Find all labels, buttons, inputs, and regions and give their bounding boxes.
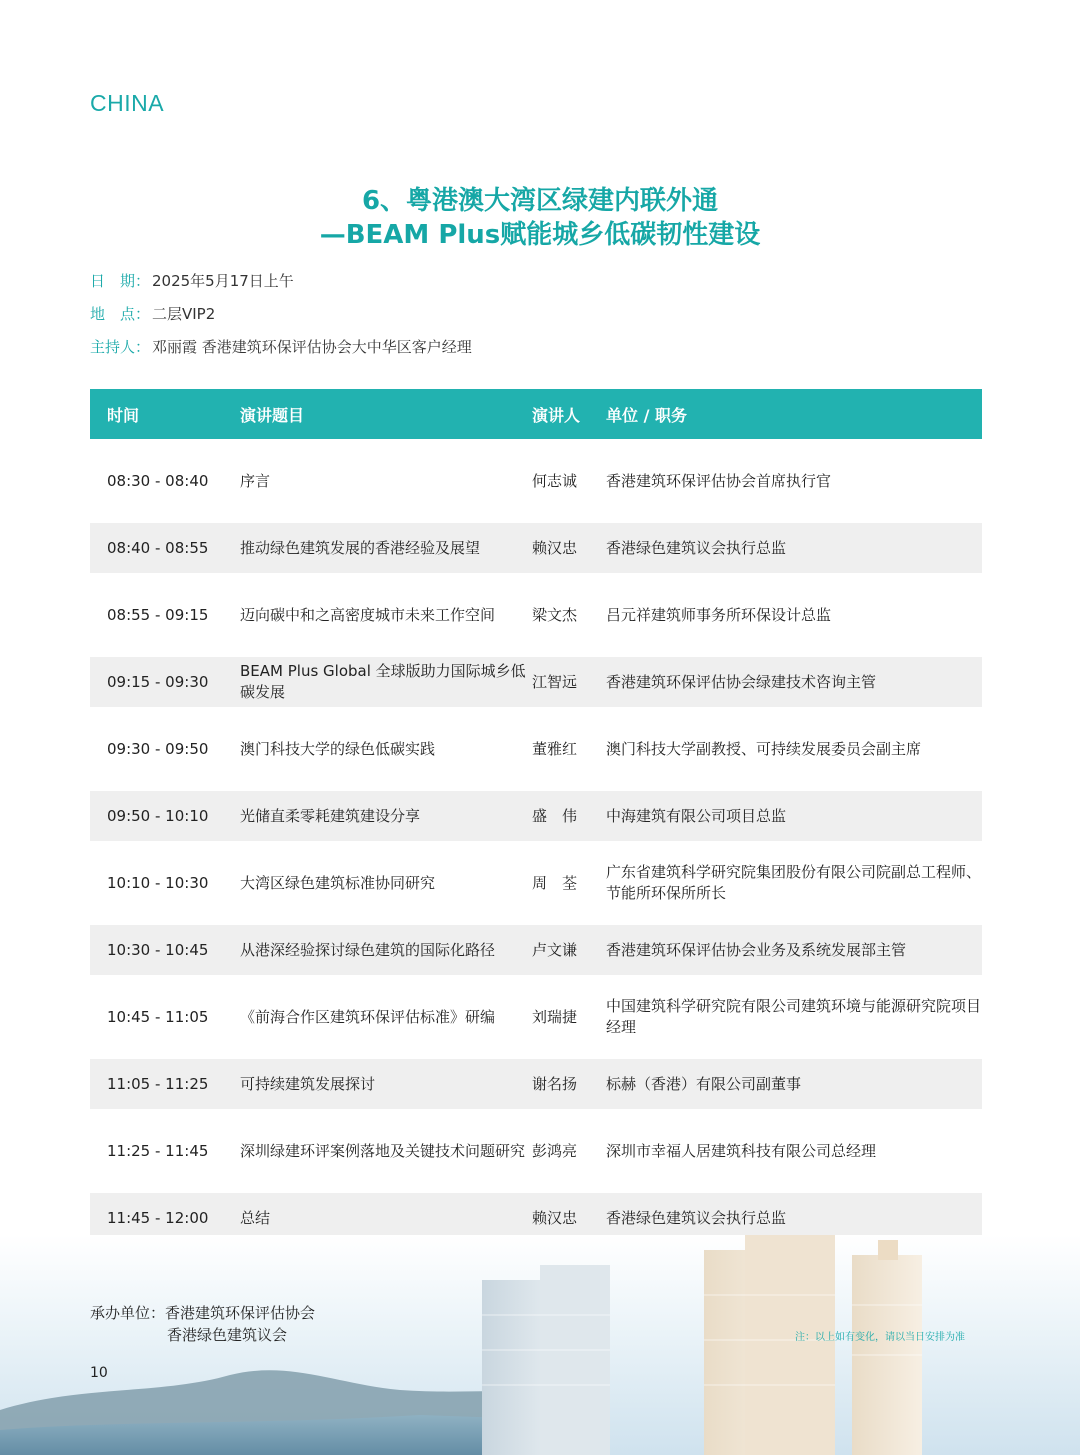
cell-time: 11:45 - 12:00: [90, 1193, 240, 1243]
table-header-row: [90, 389, 982, 439]
table-row: [90, 657, 982, 707]
meta-host: [90, 336, 472, 357]
cell-time: 11:25 - 11:45: [107, 1141, 209, 1160]
row-spacer: [90, 439, 982, 456]
cell-speaker: 董雅红: [532, 739, 578, 758]
row-spacer: [90, 640, 982, 657]
cell-topic: 序言: [240, 471, 271, 490]
header-time: 时间: [90, 389, 240, 439]
cell-speaker: 盛 伟: [532, 791, 606, 841]
schedule-body: [90, 439, 982, 1243]
cell-speaker: 赖汉忠: [532, 1193, 606, 1243]
place-label: 地 点：: [90, 305, 151, 323]
organizer-1: 香港建筑环保评估协会: [165, 1304, 316, 1322]
header-speaker: 演讲人: [532, 389, 606, 439]
cell-speaker: 周 荃: [532, 873, 578, 892]
page-number: 10: [90, 1365, 108, 1381]
table-row: [90, 858, 982, 908]
cell-topic: 迈向碳中和之高密度城市未来工作空间: [240, 605, 496, 624]
schedule-table: [90, 389, 982, 1243]
table-row: [90, 791, 982, 841]
table-row: [90, 456, 982, 506]
cell-topic: 光储直柔零耗建筑建设分享: [240, 791, 532, 841]
cell-time: 10:45 - 11:05: [107, 1007, 209, 1026]
cell-time: 11:05 - 11:25: [90, 1059, 240, 1109]
spacer-cell: [90, 975, 982, 992]
spacer-cell: [90, 1042, 982, 1059]
cell-org: 中国建筑科学研究院有限公司建筑环境与能源研究院项目经理: [606, 997, 982, 1036]
table-row: [90, 590, 982, 640]
table-row: [90, 925, 982, 975]
cell-org: 广东省建筑科学研究院集团股份有限公司院副总工程师、节能所环保所所长: [606, 863, 982, 902]
cell-topic: 总结: [240, 1193, 532, 1243]
host-label: 主持人：: [90, 338, 151, 356]
table-row: [90, 724, 982, 774]
organizer-label: 承办单位：: [90, 1304, 166, 1322]
cell-org: 香港建筑环保评估协会首席执行官: [606, 471, 832, 490]
row-spacer: [90, 908, 982, 925]
cell-time: 09:50 - 10:10: [90, 791, 240, 841]
cell-time: 08:55 - 09:15: [107, 605, 209, 624]
cell-speaker: 何志诚: [532, 471, 578, 490]
cell-org: 香港绿色建筑议会执行总监: [606, 1193, 982, 1243]
cell-org: 深圳市幸福人居建筑科技有限公司总经理: [606, 1141, 877, 1160]
row-spacer: [90, 975, 982, 992]
cell-topic: 可持续建筑发展探讨: [240, 1059, 532, 1109]
spacer-cell: [90, 774, 982, 791]
cell-org: 香港绿色建筑议会执行总监: [606, 523, 982, 573]
cell-org: 吕元祥建筑师事务所环保设计总监: [606, 605, 832, 624]
cell-time: 08:40 - 08:55: [90, 523, 240, 573]
table-row: [90, 1059, 982, 1109]
cell-org: 中海建筑有限公司项目总监: [606, 791, 982, 841]
cell-time: 10:10 - 10:30: [107, 873, 209, 892]
spacer-cell: [90, 841, 982, 858]
spacer-cell: [90, 1176, 982, 1193]
cell-topic: 推动绿色建筑发展的香港经验及展望: [240, 523, 532, 573]
cell-time: 09:30 - 09:50: [107, 739, 209, 758]
page-title-line1: 6、粤港澳大湾区绿建内联外通: [361, 186, 719, 216]
cell-topic: 大湾区绿色建筑标准协同研究: [240, 873, 436, 892]
section-label: CHINA: [90, 90, 165, 116]
cell-topic: 深圳绿建环评案例落地及关键技术问题研究: [240, 1141, 526, 1160]
row-spacer: [90, 707, 982, 724]
row-spacer: [90, 573, 982, 590]
cell-speaker: 赖汉忠: [532, 523, 606, 573]
cell-topic: 澳门科技大学的绿色低碳实践: [240, 739, 436, 758]
spacer-cell: [90, 573, 982, 590]
spacer-cell: [90, 1109, 982, 1126]
spacer-cell: [90, 506, 982, 523]
spacer-cell: [90, 908, 982, 925]
page-title-line2: —BEAM Plus赋能城乡低碳韧性建设: [319, 220, 761, 250]
cell-time: 08:30 - 08:40: [107, 471, 209, 490]
cell-org: 标赫（香港）有限公司副董事: [606, 1059, 982, 1109]
cell-speaker: 谢名扬: [532, 1059, 606, 1109]
cell-speaker: 江智远: [532, 657, 606, 707]
table-row: [90, 523, 982, 573]
row-spacer: [90, 1176, 982, 1193]
row-spacer: [90, 506, 982, 523]
spacer-cell: [90, 640, 982, 657]
row-spacer: [90, 1042, 982, 1059]
cell-org: 澳门科技大学副教授、可持续发展委员会副主席: [606, 739, 922, 758]
date-label: 日 期：: [90, 272, 151, 290]
cell-topic: 从港深经验探讨绿色建筑的国际化路径: [240, 925, 532, 975]
cell-org: 香港建筑环保评估协会业务及系统发展部主管: [606, 925, 982, 975]
header-org: 单位 / 职务: [606, 389, 982, 439]
change-note: 注：以上如有变化，请以当日安排为准: [795, 1332, 965, 1343]
cell-org: 香港建筑环保评估协会绿建技术咨询主管: [606, 657, 982, 707]
row-spacer: [90, 841, 982, 858]
meta-date: [90, 270, 294, 291]
cell-speaker: 彭鸿亮: [532, 1141, 578, 1160]
organizer-block: [90, 1302, 315, 1346]
row-spacer: [90, 1109, 982, 1126]
table-row: [90, 992, 982, 1042]
cell-time: 10:30 - 10:45: [90, 925, 240, 975]
place-value: 二层VIP2: [152, 305, 216, 323]
cell-speaker: 卢文谦: [532, 925, 606, 975]
cell-topic: 《前海合作区建筑环保评估标准》研编: [240, 1007, 496, 1026]
cell-speaker: 梁文杰: [532, 605, 578, 624]
cell-time: 09:15 - 09:30: [90, 657, 240, 707]
row-spacer: [90, 774, 982, 791]
cell-topic: BEAM Plus Global 全球版助力国际城乡低碳发展: [240, 657, 532, 707]
host-value: 邓丽霞 香港建筑环保评估协会大中华区客户经理: [152, 338, 472, 356]
meta-place: [90, 303, 215, 324]
spacer-cell: [90, 707, 982, 724]
date-value: 2025年5月17日上午: [152, 272, 294, 290]
spacer-cell: [90, 439, 982, 456]
header-topic: 演讲题目: [240, 389, 532, 439]
table-row: [90, 1126, 982, 1176]
cell-speaker: 刘瑞捷: [532, 1007, 578, 1026]
organizer-2: 香港绿色建筑议会: [167, 1326, 288, 1344]
